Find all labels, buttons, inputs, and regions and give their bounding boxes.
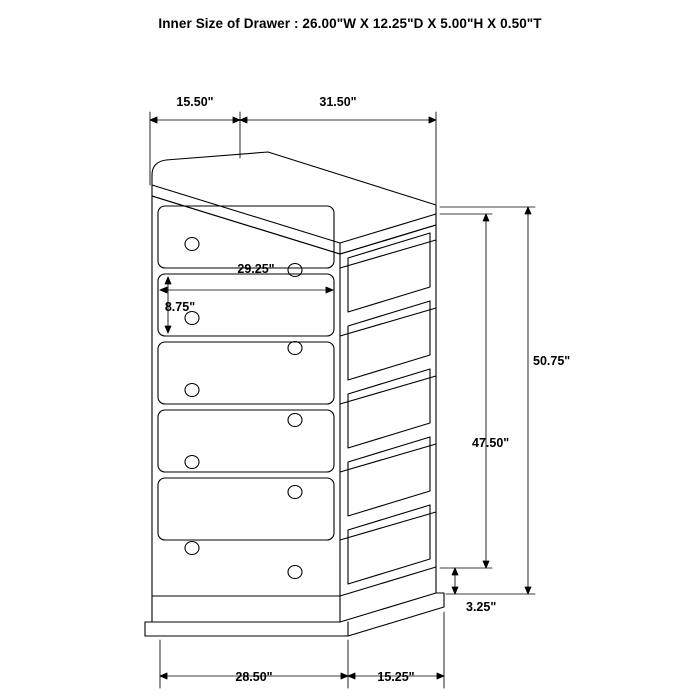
- knob-icon-1: [185, 238, 199, 251]
- knob-side-icon-3: [288, 414, 302, 427]
- arrow-top-width-right: [429, 117, 436, 123]
- divider-line-5: [340, 512, 436, 540]
- arrow-base-height-bottom: [452, 587, 458, 594]
- label-top-depth: 15.50": [176, 95, 214, 109]
- arrow-base-depth-right: [437, 673, 444, 679]
- divider-line-4: [340, 444, 436, 472]
- arrow-base-height-top: [452, 568, 458, 575]
- label-total-height: 50.75": [533, 354, 571, 368]
- label-top-width: 31.50": [319, 95, 357, 109]
- knob-icon-3: [185, 384, 199, 397]
- label-drawer-front-height: 8.75": [164, 300, 196, 314]
- arrow-total-height-top: [525, 207, 531, 214]
- arrow-total-height-bottom: [525, 587, 531, 594]
- body-front-face: [152, 196, 340, 596]
- label-base-height: 3.25": [466, 600, 497, 614]
- drawer-front-3: [158, 342, 334, 404]
- drawer-front-4: [158, 410, 334, 472]
- base-foot-side: [348, 593, 444, 636]
- body-side-face: [340, 225, 436, 596]
- drawer-front-5: [158, 478, 334, 540]
- divider-line-1: [340, 240, 436, 268]
- label-body-height: 47.50": [472, 436, 510, 450]
- arrow-body-height-top: [483, 214, 489, 221]
- top-surface-front-edge: [152, 185, 436, 243]
- label-base-width: 28.50": [235, 670, 273, 684]
- arrow-top-depth-left: [150, 117, 157, 123]
- drawer-front-1: [158, 206, 334, 268]
- drawer-divider-lines: [340, 240, 436, 540]
- label-drawer-front-width: 29.25": [237, 262, 275, 276]
- top-surface-outline: [152, 152, 436, 214]
- knob-side-icon-4: [288, 486, 302, 499]
- arrow-body-height-bottom: [483, 561, 489, 568]
- arrow-drawer-width-right: [326, 287, 333, 293]
- top-thickness-right: [340, 214, 436, 254]
- divider-line-2: [340, 308, 436, 336]
- arrow-drawer-height-top: [165, 277, 171, 284]
- arrow-top-width-left: [240, 117, 247, 123]
- knob-side-icon-5: [288, 566, 302, 579]
- label-base-depth: 15.25": [377, 670, 415, 684]
- arrow-base-width-left: [160, 673, 167, 679]
- top-thickness-left: [152, 185, 340, 254]
- arrow-base-depth-left: [348, 673, 355, 679]
- divider-line-3: [340, 376, 436, 404]
- knob-side-icon-2: [288, 342, 302, 355]
- drawer-fronts-front: [158, 206, 334, 540]
- base-foot-front: [145, 622, 348, 636]
- knob-icon-4: [185, 456, 199, 469]
- drawer-fronts-side: [348, 233, 430, 584]
- arrow-top-depth-right: [233, 117, 240, 123]
- base-front: [152, 596, 340, 622]
- arrow-drawer-width-left: [160, 287, 167, 293]
- knob-icon-5: [185, 542, 199, 555]
- drawer-knobs-front: [185, 238, 199, 555]
- drawer-knobs-side: [288, 264, 302, 579]
- arrow-base-width-right: [341, 673, 348, 679]
- page-title: Inner Size of Drawer : 26.00"W X 12.25"D X 5.00"H X 0.50"T: [158, 16, 542, 31]
- arrow-drawer-height-bottom: [165, 326, 171, 333]
